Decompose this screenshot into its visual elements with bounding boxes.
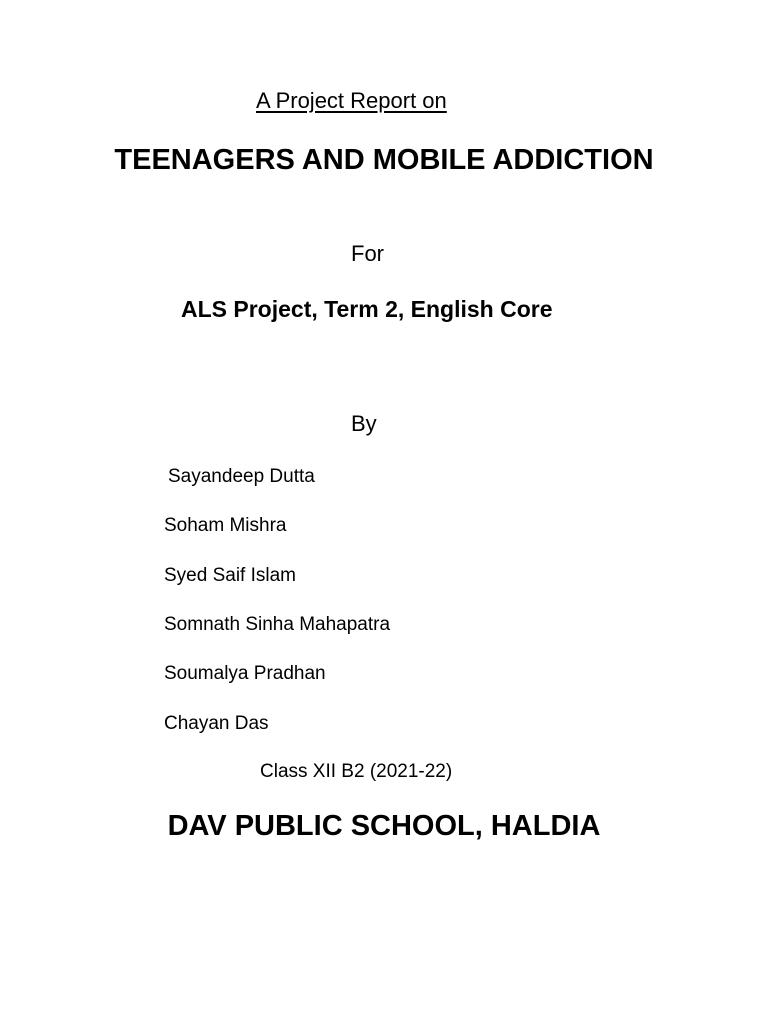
course-info: ALS Project, Term 2, English Core [181, 296, 553, 322]
report-title: TEENAGERS AND MOBILE ADDICTION [114, 144, 654, 176]
for-label: For [351, 241, 384, 266]
member-name: Syed Saif Islam [164, 565, 296, 586]
class-info: Class XII B2 (2021-22) [260, 761, 453, 782]
member-name: Soumalya Pradhan [164, 663, 326, 684]
by-label: By [351, 411, 377, 436]
member-name: Somnath Sinha Mahapatra [164, 614, 391, 635]
report-subtitle: A Project Report on [256, 88, 447, 113]
member-name: Soham Mishra [164, 515, 287, 536]
member-name: Chayan Das [164, 713, 269, 734]
school-name: DAV PUBLIC SCHOOL, HALDIA [167, 810, 601, 842]
member-name: Sayandeep Dutta [168, 466, 315, 487]
